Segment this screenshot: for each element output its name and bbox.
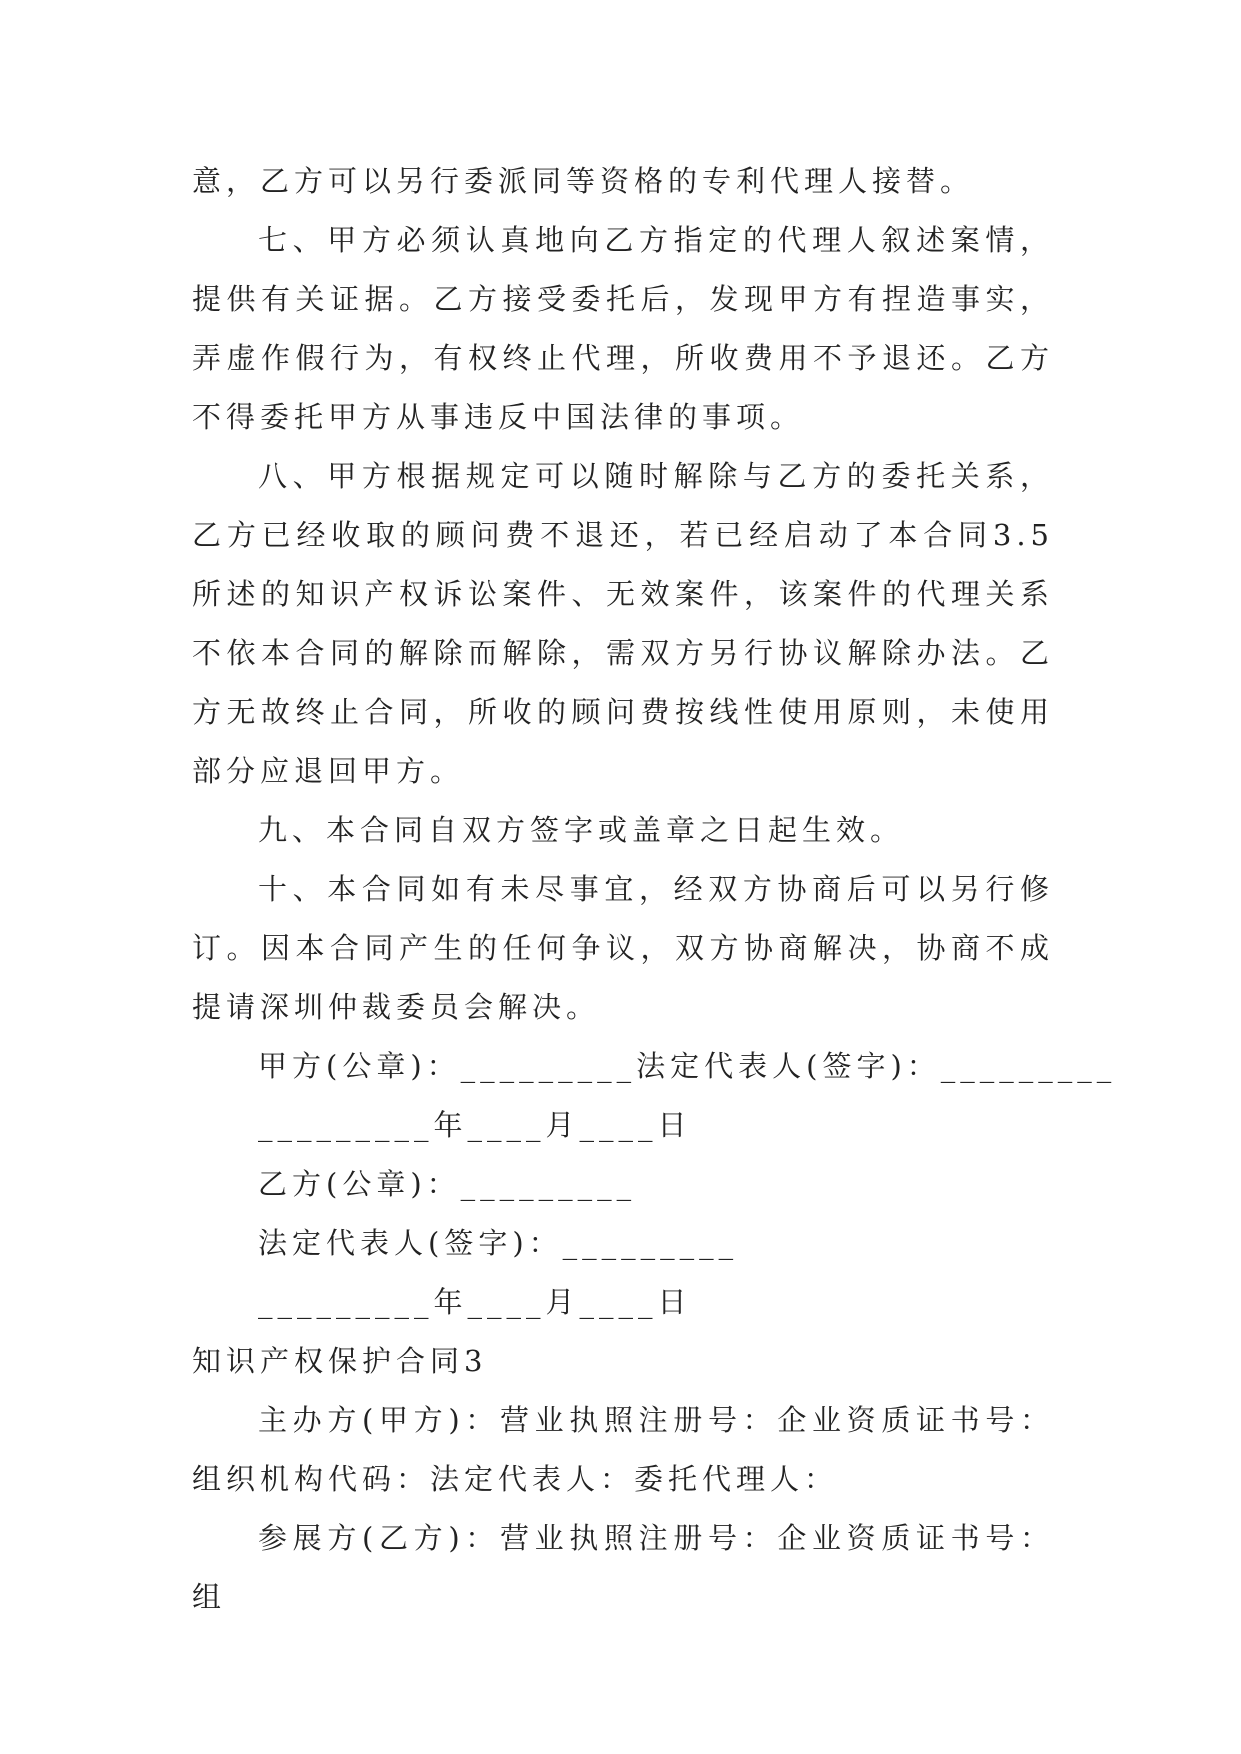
party-b-seal-line: 乙方(公章)：_________ [258, 1167, 637, 1201]
paragraph-clause-8: 八、甲方根据规定可以随时解除与乙方的委托关系，乙方已经收取的顾问费不退还，若已经启动了本合同3.5所述的知识产权诉讼案件、无效案件，该案件的代理关系不依本合同的解除而解除，需双方另行协议解除办法。乙方无故终止合同，所收的顾问费按线性使用原则，未使用部分应退回甲方。 [192, 459, 1054, 788]
paragraph-clause-10: 十、本合同如有未尽事宜，经双方协商后可以另行修订。因本合同产生的任何争议，双方协商解决，协商不成提请深圳仲裁委员会解决。 [192, 872, 1054, 1024]
paragraph-organizer-info: 主办方(甲方)：营业执照注册号：企业资质证书号：组织机构代码：法定代表人：委托代理人： [192, 1403, 1054, 1496]
paragraph-exhibitor-info: 参展方(乙方)：营业执照注册号：企业资质证书号：组 [192, 1521, 1054, 1614]
legal-representative-line: 法定代表人(签字)：_________ [258, 1226, 739, 1260]
party-b-date-line: _________年____月____日 [258, 1285, 692, 1319]
party-a-signature-line: 甲方(公章)：_________法定代表人(签字)：_________ [258, 1049, 1117, 1083]
paragraph-continuation: 意，乙方可以另行委派同等资格的专利代理人接替。 [192, 164, 975, 198]
paragraph-clause-9: 九、本合同自双方签字或盖章之日起生效。 [258, 813, 905, 847]
section-title: 知识产权保护合同3 [192, 1344, 488, 1378]
party-a-date-line: _________年____月____日 [258, 1108, 692, 1142]
paragraph-clause-7: 七、甲方必须认真地向乙方指定的代理人叙述案情，提供有关证据。乙方接受委托后，发现甲方有捏造事实，弄虚作假行为，有权终止代理，所收费用不予退还。乙方不得委托甲方从事违反中国法律的事项。 [192, 223, 1054, 434]
document-body [192, 152, 1117, 1627]
